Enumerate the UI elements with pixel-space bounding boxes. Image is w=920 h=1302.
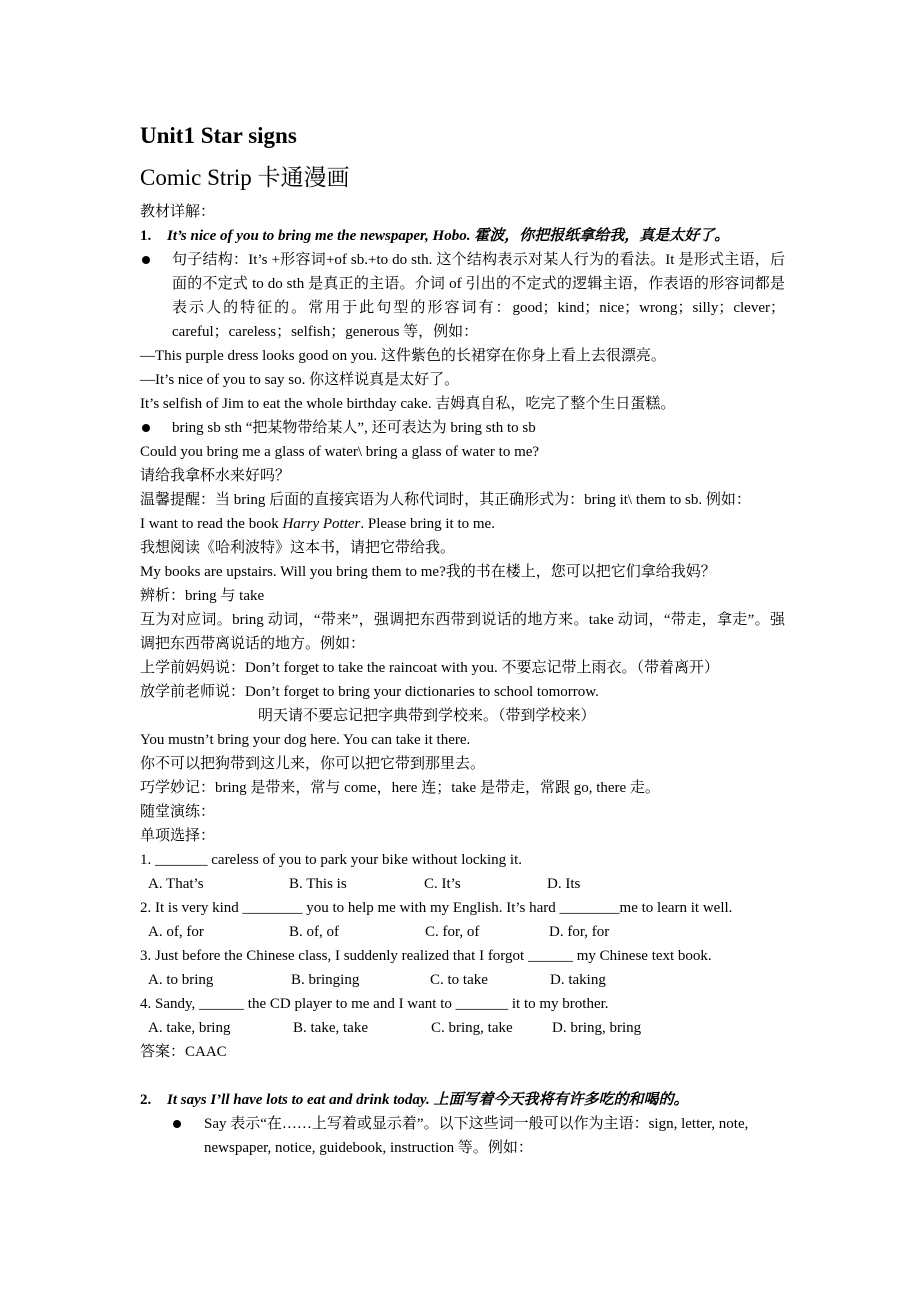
option-c: C. bring, take bbox=[431, 1020, 513, 1036]
option-a: A. That’s bbox=[148, 876, 204, 892]
section-title: Comic Strip 卡通漫画 bbox=[140, 165, 350, 190]
example-harry-potter bbox=[140, 512, 785, 536]
example-translation: 明天请不要忘记把字典带到学校来。（带到学校来） bbox=[258, 708, 596, 724]
item-number: 1. bbox=[140, 228, 152, 244]
text-segment: I want to read the book bbox=[140, 516, 283, 532]
example-line: Could you bring me a glass of water\ bring a glass of water to me? bbox=[140, 444, 540, 460]
question-2-options bbox=[140, 920, 785, 944]
book-title: Harry Potter bbox=[282, 516, 361, 532]
question-3: 3. Just before the Chinese class, I suddenly realized that I forgot ______ my Chinese text book. bbox=[140, 948, 712, 964]
example-line: 上学前妈妈说：Don’t forget to take the raincoat with you. 不要忘记带上雨衣。（带着离开） bbox=[140, 660, 719, 676]
example-line: You mustn’t bring your dog here. You can take it there. bbox=[140, 732, 471, 748]
distinction-text: 互为对应词。bring 动词，“带来”，强调把东西带到说话的地方来。take 动词，“带走，拿走”。强调把东西带离说话的地方。例如： bbox=[140, 612, 785, 652]
numbered-item-2 bbox=[140, 1088, 785, 1112]
item-text: It says I’ll have lots to eat and drink today. 上面写着今天我将有许多吃的和喝的。 bbox=[167, 1092, 689, 1108]
option-c: C. to take bbox=[430, 972, 488, 988]
practice-heading: 随堂演练： bbox=[140, 804, 216, 820]
document-page bbox=[140, 120, 785, 1160]
option-d: D. Its bbox=[547, 876, 581, 892]
unit-title: Unit1 Star signs bbox=[140, 123, 297, 148]
example-line: It’s selfish of Jim to eat the whole birthday cake. 吉姆真自私，吃完了整个生日蛋糕。 bbox=[140, 396, 676, 412]
example-line: 请给我拿杯水来好吗？ bbox=[140, 468, 291, 484]
option-b: B. take, take bbox=[293, 1020, 368, 1036]
option-b: B. bringing bbox=[291, 972, 360, 988]
example-line: 你不可以把狗带到这儿来，你可以把它带到那里去。 bbox=[140, 756, 486, 772]
example-line: My books are upstairs. Will you bring them to me?我的书在楼上，您可以把它们拿给我妈？ bbox=[140, 564, 716, 580]
option-c: C. for, of bbox=[425, 924, 480, 940]
tip-line: 温馨提醒：当 bring 后面的直接宾语为人称代词时，其正确形式为：bring it\ them to sb. 例如： bbox=[140, 492, 751, 508]
spacer bbox=[140, 1064, 785, 1088]
option-a: A. to bring bbox=[148, 972, 214, 988]
option-a: A. take, bring bbox=[148, 1020, 231, 1036]
intro-label: 教材详解： bbox=[140, 204, 216, 220]
example-line: 我想阅读《哈利波特》这本书，请把它带给我。 bbox=[140, 540, 456, 556]
option-d: D. taking bbox=[550, 972, 606, 988]
option-d: D. for, for bbox=[549, 924, 610, 940]
example-line: 放学前老师说：Don’t forget to bring your dictionaries to school tomorrow. bbox=[140, 684, 599, 700]
bullet-bring: bring sb sth “把某物带给某人”, 还可表达为 bring sth to sb bbox=[140, 416, 785, 440]
example-line: —This purple dress looks good on you. 这件紫色的长裙穿在你身上看上去很漂亮。 bbox=[140, 348, 666, 364]
question-4: 4. Sandy, ______ the CD player to me and I want to _______ it to my brother. bbox=[140, 996, 609, 1012]
choice-heading: 单项选择： bbox=[140, 828, 216, 844]
mnemonic-line: 巧学妙记：bring 是带来，常与 come，here 连；take 是带走，常跟 go, there 走。 bbox=[140, 780, 660, 796]
question-1-options bbox=[140, 872, 785, 896]
option-b: B. This is bbox=[289, 876, 347, 892]
question-1: 1. _______ careless of you to park your bike without locking it. bbox=[140, 852, 523, 868]
bullet-say: Say 表示“在……上写着或显示着”。以下这些词一般可以作为主语：sign, letter, note, newspaper, notice, guidebook, instruction 等。例如： bbox=[140, 1112, 785, 1160]
bullet-sentence-structure: 句子结构：It’s +形容词+of sb.+to do sth. 这个结构表示对某人行为的看法。It 是形式主语，后面的不定式 to do sth 是真正的主语。介词 of 引出的不定式的逻辑主语，作表语的形容词都是表示人的特征的。常用于此句型的形容词有：good；kind；nice；wrong；silly；clever；careful；careless；selfish；generous 等，例如： bbox=[140, 248, 785, 344]
text-segment: . Please bring it to me. bbox=[360, 516, 495, 532]
option-c: C. It’s bbox=[424, 876, 461, 892]
question-4-options bbox=[140, 1016, 785, 1040]
option-b: B. of, of bbox=[289, 924, 339, 940]
question-3-options bbox=[140, 968, 785, 992]
item-number: 2. bbox=[140, 1092, 152, 1108]
option-d: D. bring, bring bbox=[552, 1020, 642, 1036]
numbered-item-1 bbox=[140, 224, 785, 248]
question-2: 2. It is very kind ________ you to help me with my English. It’s hard ________me to learn it well. bbox=[140, 900, 733, 916]
item-text: It’s nice of you to bring me the newspaper, Hobo. 霍波，你把报纸拿给我，真是太好了。 bbox=[167, 228, 730, 244]
distinction-heading: 辨析：bring 与 take bbox=[140, 588, 265, 604]
answer-line: 答案：CAAC bbox=[140, 1044, 227, 1060]
example-line: —It’s nice of you to say so. 你这样说真是太好了。 bbox=[140, 372, 460, 388]
option-a: A. of, for bbox=[148, 924, 204, 940]
